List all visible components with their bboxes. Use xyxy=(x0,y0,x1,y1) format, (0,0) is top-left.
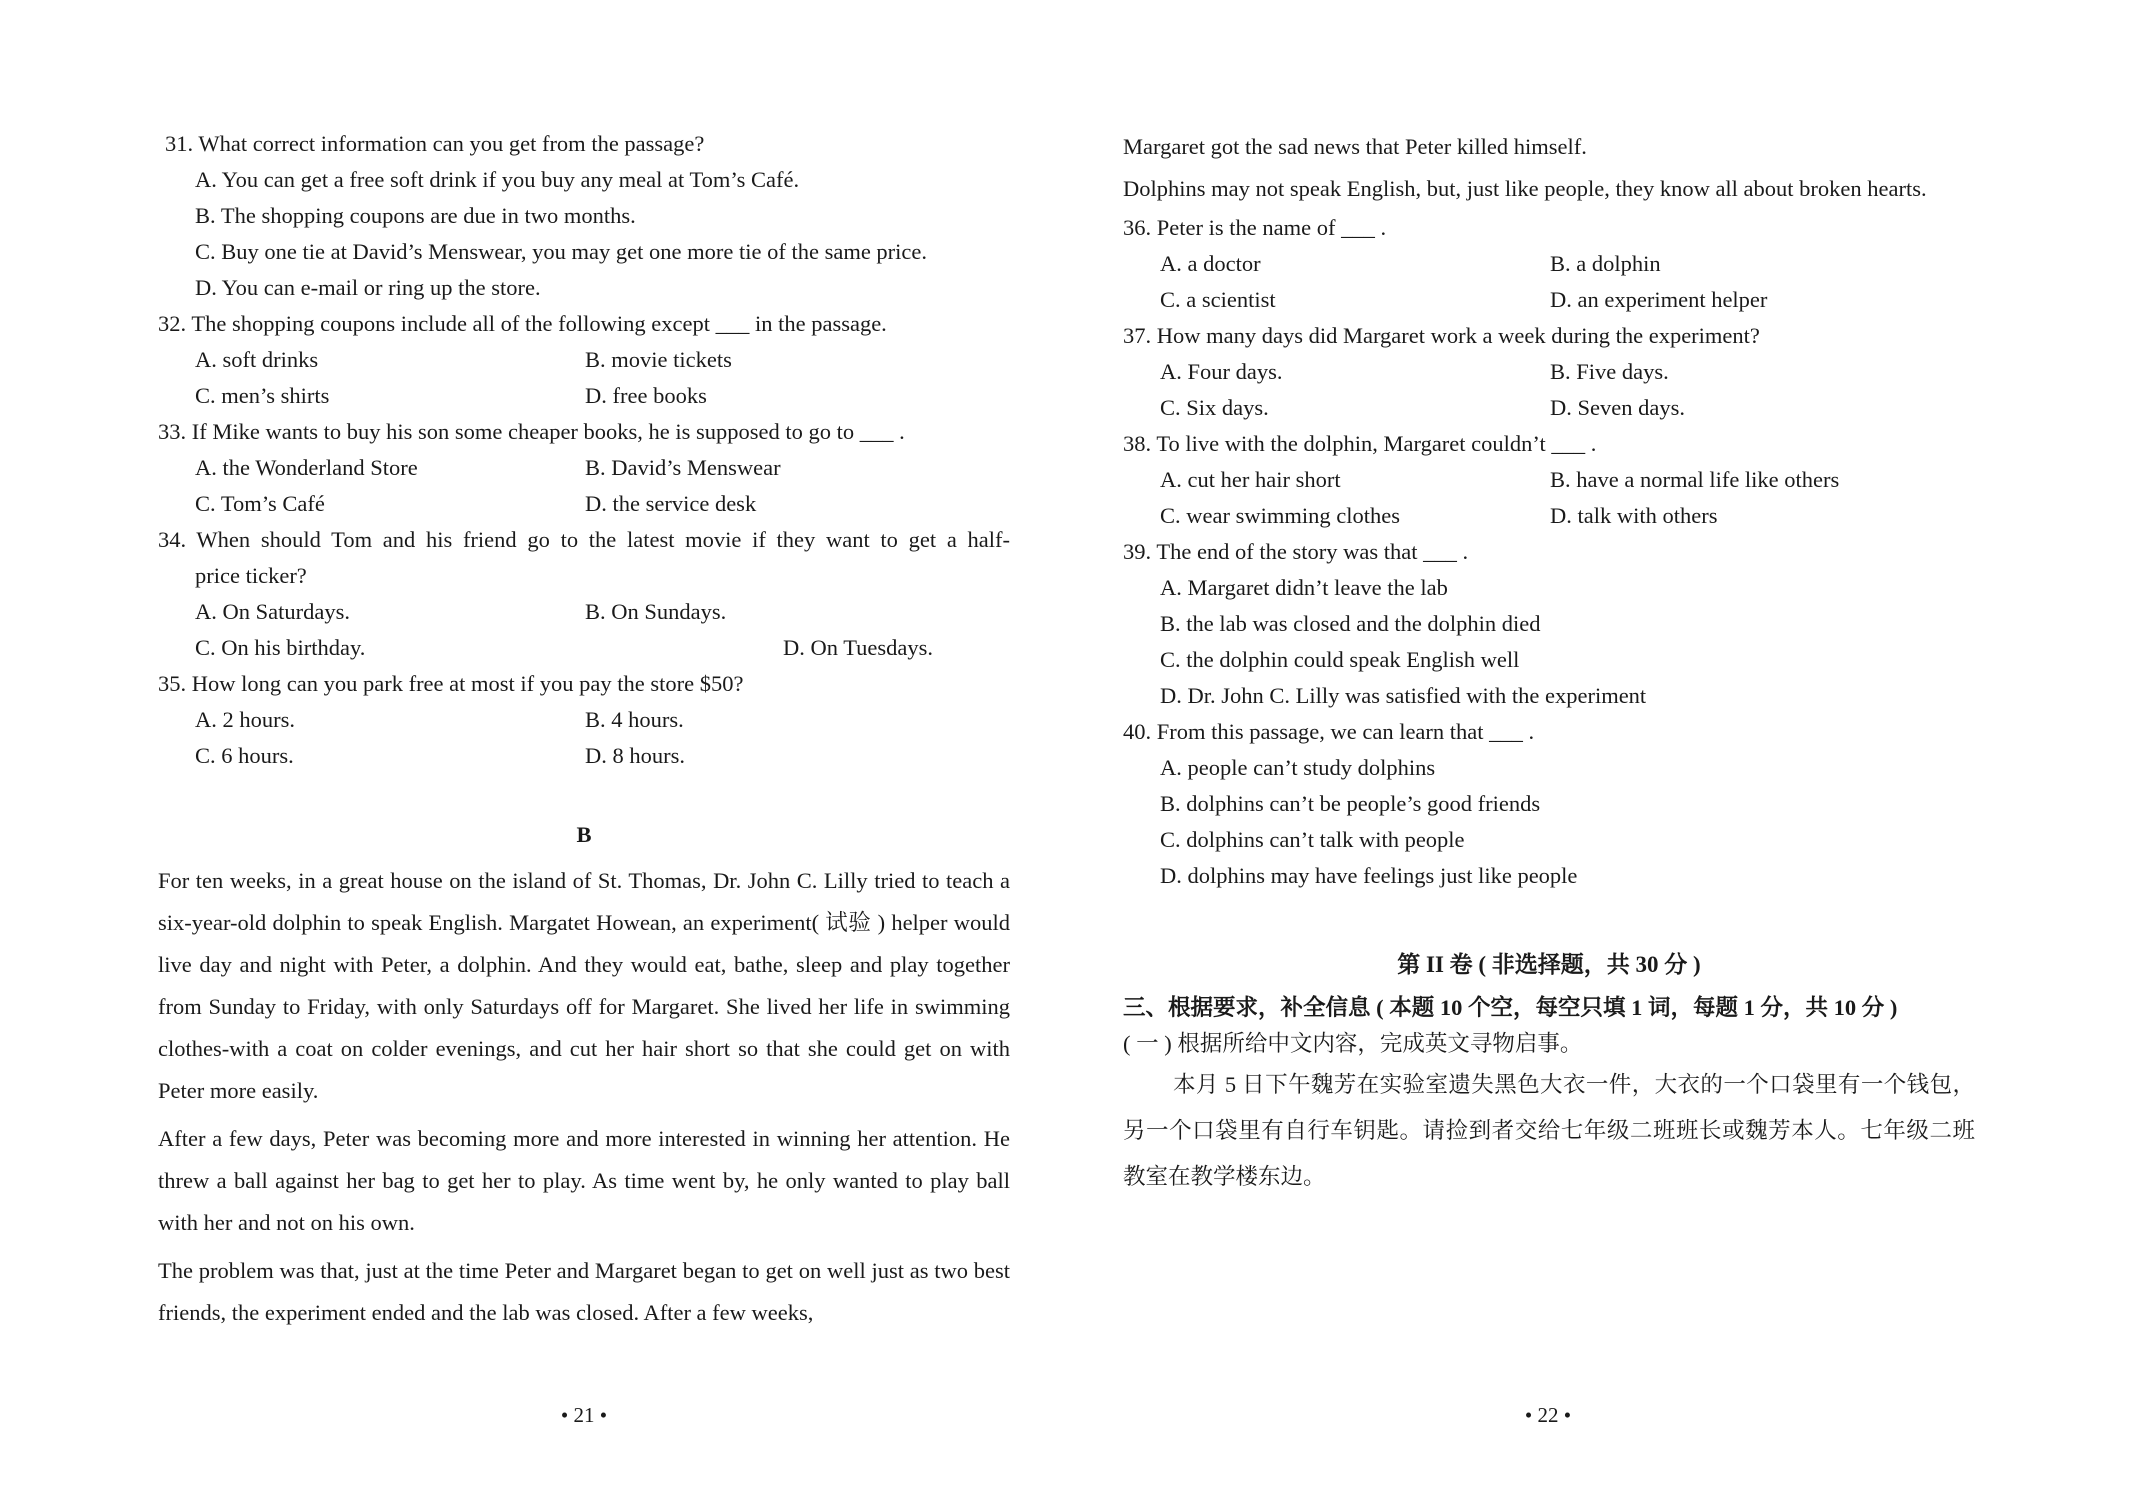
question-39-stem: 39. The end of the story was that ___ . xyxy=(1123,539,1469,564)
question-35-option-a: A. 2 hours. xyxy=(195,707,295,732)
question-33-stem: 33. If Mike wants to buy his son some cheaper books, he is supposed to go to ___ . xyxy=(158,419,905,444)
question-36-option-b: B. a dolphin xyxy=(1550,251,1661,276)
question-31-option-d: D. You can e-mail or ring up the store. xyxy=(195,275,541,300)
question-36-option-c: C. a scientist xyxy=(1160,287,1276,312)
question-37-options-row-2 xyxy=(1123,390,1975,426)
question-36-stem: 36. Peter is the name of ___ . xyxy=(1123,215,1387,240)
question-35-option-d: D. 8 hours. xyxy=(585,743,685,768)
question-32-stem: 32. The shopping coupons include all of the following except ___ in the passage. xyxy=(158,311,887,336)
question-39-option-b: B. the lab was closed and the dolphin died xyxy=(1160,611,1541,636)
question-36-option-d: D. an experiment helper xyxy=(1550,287,1768,312)
question-38-options-row-1 xyxy=(1123,462,1975,498)
question-32-options-row-2 xyxy=(158,378,1010,414)
question-31-option-a: A. You can get a free soft drink if you buy any meal at Tom’s Café. xyxy=(195,167,800,192)
lost-notice-chinese-text: 本月 5 日下午魏芳在实验室遗失黑色大衣一件，大衣的一个口袋里有一个钱包，另一个口袋里有自行车钥匙。请捡到者交给七年级二班班长或魏芳本人。七年级二班教室在教学楼东边。 xyxy=(1123,1072,1975,1189)
question-35-options-row-1 xyxy=(158,702,1010,738)
question-38-option-a: A. cut her hair short xyxy=(1160,467,1341,492)
question-37-stem: 37. How many days did Margaret work a week during the experiment? xyxy=(1123,323,1760,348)
right-page-column xyxy=(1123,126,1975,1200)
question-37-option-a: A. Four days. xyxy=(1160,359,1283,384)
question-32-option-a: A. soft drinks xyxy=(195,347,319,372)
question-31-option-c: C. Buy one tie at David’s Menswear, you may get one more tie of the same price. xyxy=(195,239,928,264)
question-40-option-b: B. dolphins can’t be people’s good friends xyxy=(1160,791,1541,816)
question-33-option-c: C. Tom’s Café xyxy=(195,491,325,516)
question-38-option-b: B. have a normal life like others xyxy=(1550,467,1840,492)
question-34-option-a: A. On Saturdays. xyxy=(195,599,350,624)
question-33-option-a: A. the Wonderland Store xyxy=(195,455,418,480)
passage-b-paragraph-3: The problem was that, just at the time Peter and Margaret began to get on well just as two best friends, the experiment ended and the lab was closed. After a few weeks, xyxy=(158,1258,1010,1325)
question-38-option-c: C. wear swimming clothes xyxy=(1160,503,1400,528)
page-number-right: • 22 • xyxy=(1524,1403,1572,1427)
passage-b-paragraph-2: After a few days, Peter was becoming more and more interested in winning her attention. He threw a ball against her bag to get her to play. As time went by, he only wanted to play ball with her and not on his own. xyxy=(158,1126,1010,1235)
question-40-option-d: D. dolphins may have feelings just like people xyxy=(1160,863,1578,888)
question-32-option-d: D. free books xyxy=(585,383,707,408)
question-35-options-row-2 xyxy=(158,738,1010,774)
question-39-option-a: A. Margaret didn’t leave the lab xyxy=(1160,575,1448,600)
question-40-stem: 40. From this passage, we can learn that ___ . xyxy=(1123,719,1535,744)
question-33-option-d: D. the service desk xyxy=(585,491,757,516)
subsection-1-instruction: ( 一 ) 根据所给中文内容，完成英文寻物启事。 xyxy=(1123,1031,1583,1056)
left-page-column xyxy=(158,126,1010,1340)
question-36-options-row-2 xyxy=(1123,282,1975,318)
question-37-options-row-1 xyxy=(1123,354,1975,390)
question-34-options-row-1 xyxy=(158,594,1010,630)
section-3-heading: 三、根据要求，补全信息 ( 本题 10 个空，每空只填 1 词，每题 1 分，共 10 分 ) xyxy=(1123,995,1898,1020)
question-38-option-d: D. talk with others xyxy=(1550,503,1718,528)
question-34-stem-line-1: 34. When should Tom and his friend go to the latest movie if they want to get a half- xyxy=(158,527,1010,552)
question-35-stem: 35. How long can you park free at most if you pay the store $50? xyxy=(158,671,744,696)
passage-continued-paragraph-2: Dolphins may not speak English, but, just like people, they know all about broken hearts. xyxy=(1123,176,1927,201)
question-37-option-b: B. Five days. xyxy=(1550,359,1669,384)
question-37-option-d: D. Seven days. xyxy=(1550,395,1685,420)
question-31-stem: 31. What correct information can you get from the passage? xyxy=(165,131,705,156)
question-36-options-row-1 xyxy=(1123,246,1975,282)
question-33-option-b: B. David’s Menswear xyxy=(585,455,781,480)
question-38-options-row-2 xyxy=(1123,498,1975,534)
question-34-option-c: C. On his birthday. xyxy=(195,635,366,660)
question-39-option-c: C. the dolphin could speak English well xyxy=(1160,647,1520,672)
question-32-option-b: B. movie tickets xyxy=(585,347,732,372)
question-34-stem-line-2: price ticker? xyxy=(195,563,307,588)
question-40-option-a: A. people can’t study dolphins xyxy=(1160,755,1436,780)
passage-b-paragraph-1: For ten weeks, in a great house on the island of St. Thomas, Dr. John C. Lilly tried to teach a six-year-old dolphin to speak English. Margatet Howean, an experiment( 试验 ) helper would live day and night with Peter, a dolphin. And they would eat, bathe, sleep and play together from Sunday to Friday, with only Saturdays off for Margaret. She lived her life in swimming clothes-with a coat on colder evenings, and cut her hair short so that she could get on with Peter more easily. xyxy=(158,868,1010,1103)
question-32-options-row-1 xyxy=(158,342,1010,378)
question-35-option-c: C. 6 hours. xyxy=(195,743,294,768)
section-b-heading: B xyxy=(576,822,592,847)
question-34-option-b: B. On Sundays. xyxy=(585,599,727,624)
question-31-option-b: B. The shopping coupons are due in two months. xyxy=(195,203,636,228)
page-number-left: • 21 • xyxy=(560,1403,608,1427)
question-34-options-row-2 xyxy=(158,630,1010,666)
part-2-title: 第 II 卷 ( 非选择题，共 30 分 ) xyxy=(1397,952,1701,977)
question-32-option-c: C. men’s shirts xyxy=(195,383,330,408)
question-40-option-c: C. dolphins can’t talk with people xyxy=(1160,827,1465,852)
question-35-option-b: B. 4 hours. xyxy=(585,707,684,732)
question-34-option-d: D. On Tuesdays. xyxy=(783,635,934,660)
question-38-stem: 38. To live with the dolphin, Margaret couldn’t ___ . xyxy=(1123,431,1597,456)
question-36-option-a: A. a doctor xyxy=(1160,251,1261,276)
question-39-option-d: D. Dr. John C. Lilly was satisfied with the experiment xyxy=(1160,683,1647,708)
question-37-option-c: C. Six days. xyxy=(1160,395,1269,420)
passage-continued-paragraph-1: Margaret got the sad news that Peter killed himself. xyxy=(1123,134,1587,159)
question-33-options-row-1 xyxy=(158,450,1010,486)
question-33-options-row-2 xyxy=(158,486,1010,522)
